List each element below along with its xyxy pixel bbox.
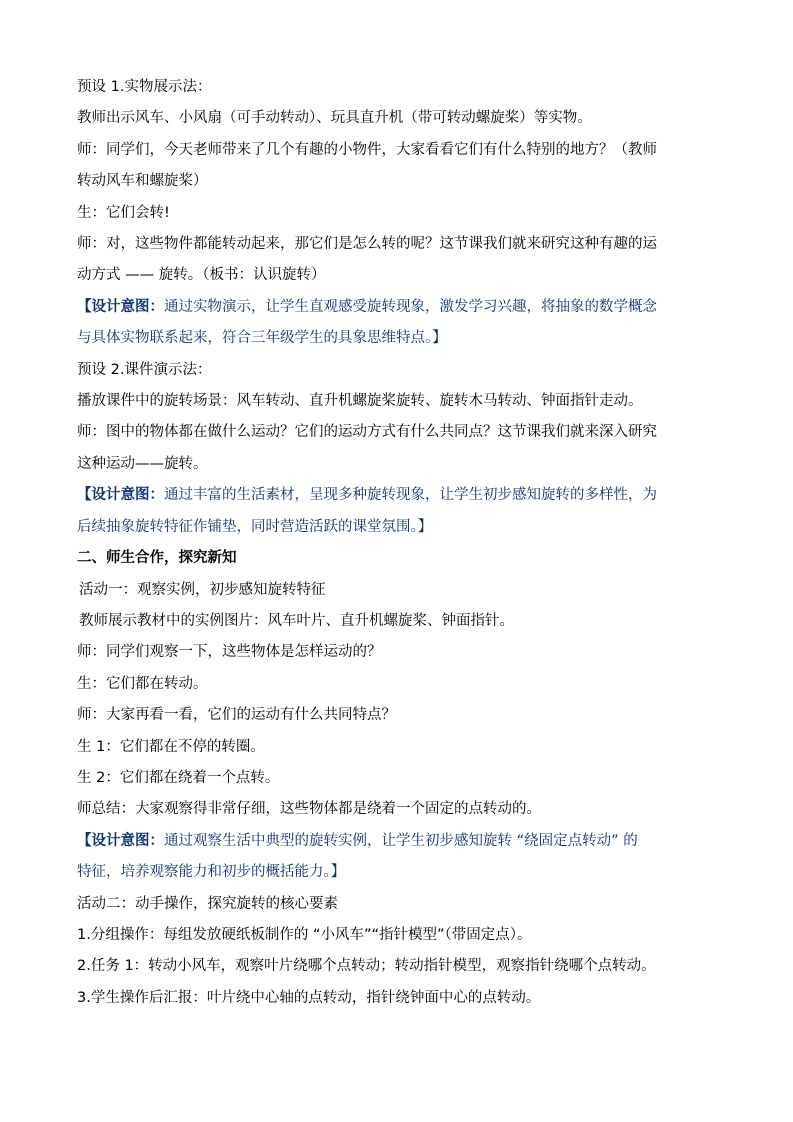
paragraph-teacher-intro-line1: 师：对，这些物件都能转动起来，那它们是怎么转的呢？这节课我们就来研究这种有趣的运 — [77, 236, 657, 253]
paragraph-preset-2-title: 预设 2.课件演示法： — [77, 361, 212, 378]
paragraph-student-rotating: 生：它们都在转动。 — [77, 675, 208, 692]
paragraph-teacher-question-line2: 转动风车和螺旋桨） — [77, 173, 208, 190]
paragraph-teacher-ask-line1: 师：图中的物体都在做什么运动？它们的运动方式有什么共同点？这节课我们就来深入研究 — [77, 424, 657, 441]
paragraph-student-2: 生 2：它们都在绕着一个点转。 — [77, 769, 280, 786]
design-intent-3-line2: 特征，培养观察能力和初步的概括能力。】 — [77, 864, 346, 881]
paragraph-student-1: 生 1：它们都在不停的转圈。 — [77, 738, 265, 755]
section-heading-2: 二、师生合作，探究新知 — [77, 550, 237, 567]
design-intent-1-line1 — [77, 292, 723, 323]
paragraph-activity-2-title: 活动二：动手操作，探究旋转的核心要素 — [77, 895, 338, 912]
design-intent-label: 【设计意图： — [77, 298, 164, 315]
paragraph-play-courseware: 播放课件中的旋转场景：风车转动、直升机螺旋桨旋转、旋转木马转动、钟面指针走动。 — [77, 393, 643, 410]
paragraph-teacher-ask-line2: 这种运动——旋转。 — [77, 455, 208, 472]
paragraph-step-2: 2.任务 1：转动小风车，观察叶片绕哪个点转动；转动指针模型，观察指针绕哪个点转动。 — [77, 958, 656, 975]
paragraph-teacher-intro-line2: 动方式 —— 旋转。（板书：认识旋转） — [77, 267, 326, 284]
design-intent-label: 【设计意图： — [77, 832, 164, 849]
design-intent-text: 通过实物演示，让学生直观感受旋转现象，激发学习兴趣，将抽象的数学概念 — [164, 298, 657, 315]
paragraph-teacher-observe: 师：同学们观察一下，这些物体是怎样运动的？ — [77, 644, 382, 661]
design-intent-2-line1 — [77, 480, 723, 511]
paragraph-activity-1-title: 活动一：观察实例，初步感知旋转特征 — [79, 581, 326, 598]
paragraph-preset-1-title: 预设 1.实物展示法： — [77, 79, 212, 95]
paragraph-teacher-common-feature: 师：大家再看一看，它们的运动有什么共同特点？ — [77, 707, 396, 724]
paragraph-teacher-shows-objects: 教师出示风车、小风扇（可手动转动）、玩具直升机（带可转动螺旋桨）等实物。 — [77, 110, 592, 127]
paragraph-step-1: 1.分组操作：每组发放硬纸板制作的 “小风车”“指针模型”（带固定点）。 — [77, 926, 532, 943]
design-intent-2-line2: 后续抽象旋转特征作铺垫，同时营造活跃的课堂氛围。】 — [77, 518, 433, 535]
design-intent-3-line1 — [77, 826, 723, 857]
design-intent-1-line2: 与具体实物联系起来，符合三年级学生的具象思维特点。】 — [77, 330, 447, 347]
paragraph-student-answer: 生：它们会转! — [77, 204, 170, 221]
design-intent-label: 【设计意图： — [77, 487, 164, 504]
design-intent-text: 通过丰富的生活素材，呈现多种旋转现象，让学生初步感知旋转的多样性，为 — [164, 487, 657, 504]
design-intent-text: 通过观察生活中典型的旋转实例，让学生初步感知旋转 “绕固定点转动” 的 — [164, 832, 638, 849]
paragraph-teacher-question-line1: 师：同学们，今天老师带来了几个有趣的小物件，大家看看它们有什么特别的地方？（教师 — [77, 141, 657, 158]
paragraph-step-3: 3.学生操作后汇报：叶片绕中心轴的点转动，指针绕钟面中心的点转动。 — [77, 989, 541, 1006]
paragraph-teacher-summary: 师总结：大家观察得非常仔细，这些物体都是绕着一个固定的点转动的。 — [77, 801, 541, 818]
paragraph-teacher-shows-pictures: 教师展示教材中的实例图片：风车叶片、直升机螺旋桨、钟面指针。 — [79, 612, 514, 629]
